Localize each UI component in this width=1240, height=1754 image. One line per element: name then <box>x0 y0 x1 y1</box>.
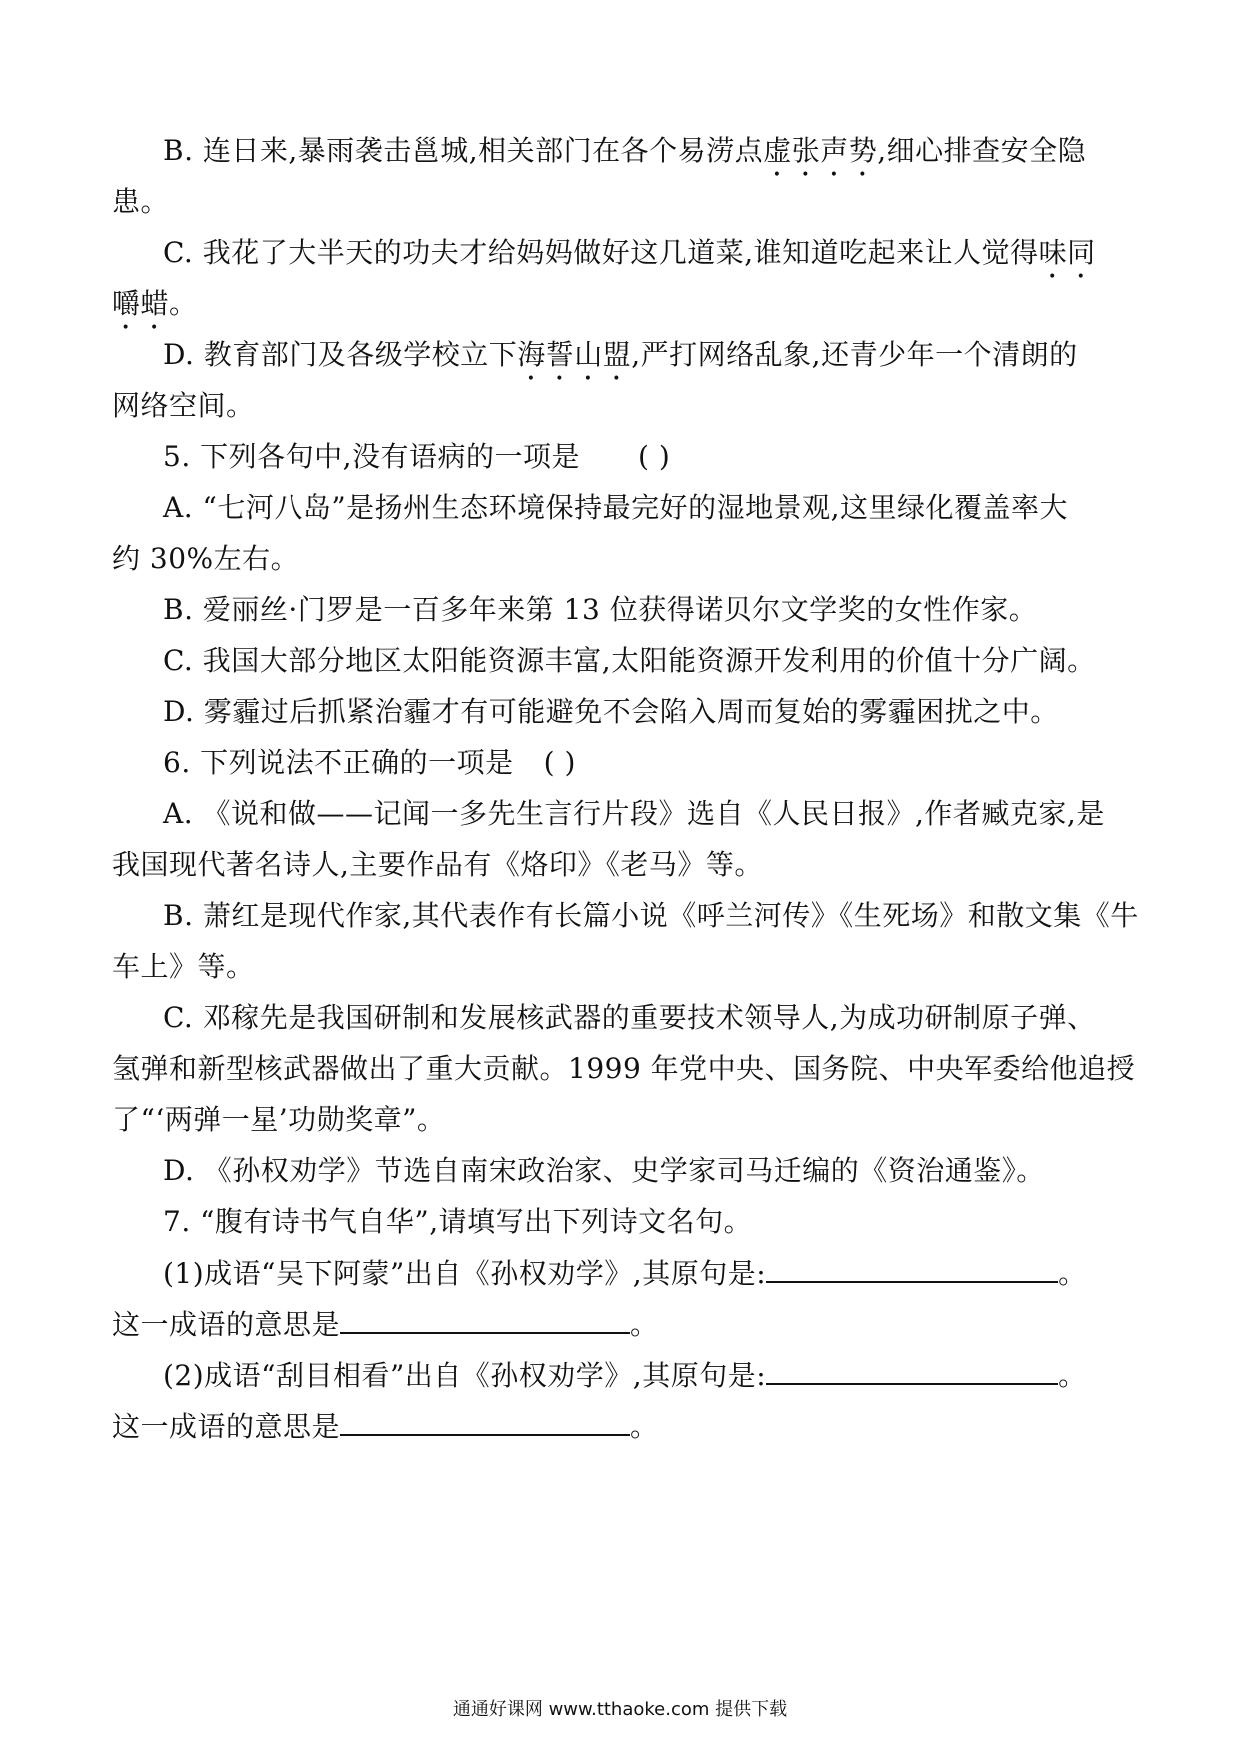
q7-sub2-answer-blank[interactable] <box>766 1355 1058 1385</box>
q4-option-b <box>163 131 1133 171</box>
q5-stem-text: 5. 下列各句中,没有语病的一项是 <box>163 440 581 473</box>
q4-option-d-text: D. 教育部门及各级学校立下 <box>163 338 518 371</box>
q4-option-d <box>163 335 1133 375</box>
q7-sub2-meaning <box>112 1406 1132 1446</box>
q4-option-c-cont <box>112 284 1132 324</box>
q7-sub1-meaning-end: 。 <box>630 1308 659 1341</box>
q4-option-c-emphasized-idiom-part2: 嚼蜡 <box>112 287 170 320</box>
q7-sub1 <box>163 1253 1133 1293</box>
q4-option-c-end: 。 <box>169 287 198 320</box>
q5-stem <box>163 437 1133 477</box>
q7-sub2 <box>163 1355 1133 1395</box>
q6-answer-paren: ( ) <box>543 746 576 779</box>
q6-option-c-cont2: 了“‘两弹一星’功勋奖章”。 <box>112 1103 446 1136</box>
q6-option-c: C. 邓稼先是我国研制和发展核武器的重要技术领导人,为成功研制原子弹、 <box>163 1001 1096 1034</box>
q7-sub2-end: 。 <box>1058 1359 1087 1392</box>
q4-option-c <box>163 233 1133 273</box>
q4-option-d-cont: 网络空间。 <box>112 389 255 422</box>
q7-sub2-meaning-text: 这一成语的意思是 <box>112 1410 341 1443</box>
q7-sub1-meaning-blank[interactable] <box>340 1304 630 1334</box>
page-footer: 通通好课网 www.tthaoke.com 提供下载 <box>452 1699 788 1720</box>
q4-option-b-text-end: ,细心排查安全隐 <box>877 134 1087 167</box>
q4-option-d-emphasized-idiom: 海誓山盟 <box>517 338 632 371</box>
q4-option-d-text-end: ,严打网络乱象,还青少年一个清朗的 <box>631 338 1078 371</box>
q6-option-b-cont: 车上》等。 <box>112 950 255 983</box>
q4-option-b-emphasized-idiom: 虚张声势 <box>763 134 878 167</box>
q7-sub1-end: 。 <box>1058 1257 1087 1290</box>
q6-stem <box>163 743 1133 783</box>
q7-sub2-text: (2)成语“刮目相看”出自《孙权劝学》,其原句是: <box>163 1359 767 1392</box>
q7-sub2-meaning-end: 。 <box>630 1410 659 1443</box>
q4-option-c-emphasized-idiom-part1: 味同 <box>1038 236 1096 269</box>
q6-option-d: D. 《孙权劝学》节选自南宋政治家、史学家司马迁编的《资治通鉴》。 <box>163 1154 1045 1187</box>
q6-option-c-cont1: 氢弹和新型核武器做出了重大贡献。1999 年党中央、国务院、中央军委给他追授 <box>112 1052 1136 1085</box>
q7-sub1-text: (1)成语“吴下阿蒙”出自《孙权劝学》,其原句是: <box>163 1257 767 1290</box>
q6-option-b: B. 萧红是现代作家,其代表作有长篇小说《呼兰河传》《生死场》和散文集《牛 <box>163 899 1139 932</box>
q6-option-a-cont: 我国现代著名诗人,主要作品有《烙印》《老马》等。 <box>112 848 763 881</box>
q7-stem: 7. “腹有诗书气自华”,请填写出下列诗文名句。 <box>163 1205 753 1238</box>
q4-option-b-text: B. 连日来,暴雨袭击邕城,相关部门在各个易涝点 <box>163 134 764 167</box>
q6-stem-text: 6. 下列说法不正确的一项是 <box>163 746 514 779</box>
q5-option-a-cont: 约 30%左右。 <box>112 542 300 575</box>
q6-option-a: A. 《说和做——记闻一多先生言行片段》选自《人民日报》,作者臧克家,是 <box>163 797 1105 830</box>
q5-option-b: B. 爱丽丝·门罗是一百多年来第 13 位获得诺贝尔文学奖的女性作家。 <box>163 593 1038 626</box>
q7-sub2-meaning-blank[interactable] <box>340 1406 630 1436</box>
q5-answer-paren: ( ) <box>638 440 671 473</box>
q5-option-c: C. 我国大部分地区太阳能资源丰富,太阳能资源开发利用的价值十分广阔。 <box>163 644 1096 677</box>
q7-sub1-answer-blank[interactable] <box>766 1253 1058 1283</box>
q4-option-b-cont: 患。 <box>112 185 170 218</box>
q7-sub1-meaning <box>112 1304 1132 1344</box>
q5-option-d: D. 雾霾过后抓紧治霾才有可能避免不会陷入周而复始的雾霾困扰之中。 <box>163 695 1059 728</box>
q5-option-a: A. “七河八岛”是扬州生态环境保持最完好的湿地景观,这里绿化覆盖率大 <box>163 491 1069 524</box>
q4-option-c-text: C. 我花了大半天的功夫才给妈妈做好这几道菜,谁知道吃起来让人觉得 <box>163 236 1039 269</box>
q7-sub1-meaning-text: 这一成语的意思是 <box>112 1308 341 1341</box>
